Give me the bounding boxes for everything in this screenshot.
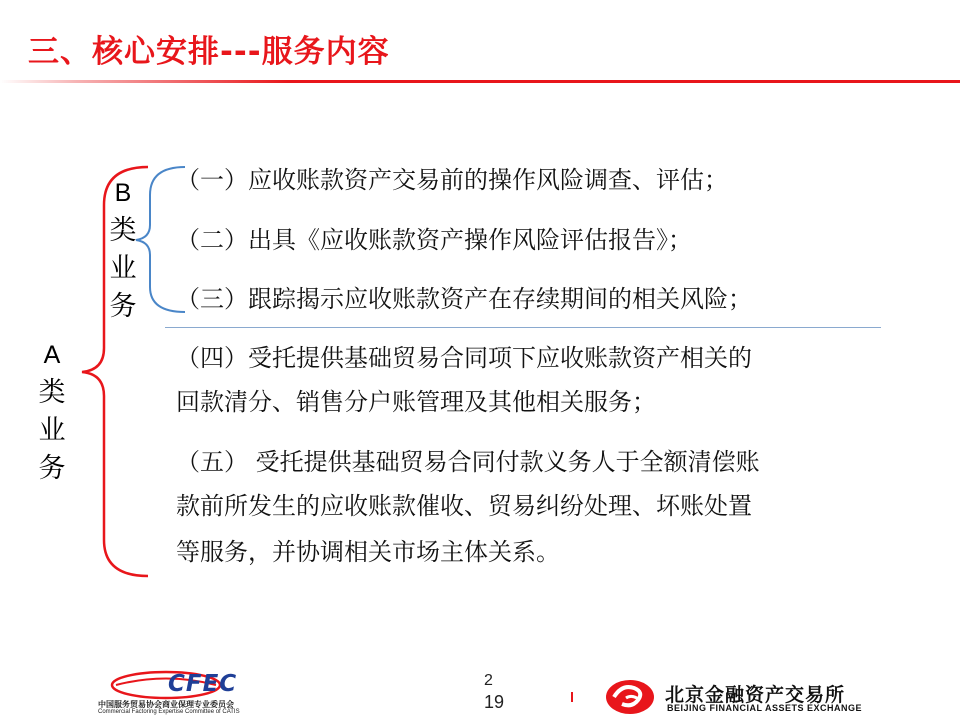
section-divider bbox=[165, 327, 881, 328]
service-item-4-line-1: （四）受托提供基础贸易合同项下应收账款资产相关的 bbox=[176, 344, 752, 372]
a-label-letter: A bbox=[43, 341, 61, 369]
b-label-char: 类 bbox=[109, 215, 137, 246]
a-label-char: 务 bbox=[38, 453, 66, 484]
a-category-label bbox=[35, 336, 69, 488]
service-item-1: （一）应收账款资产交易前的操作风险调查、评估； bbox=[176, 166, 728, 194]
b-label-char: 业 bbox=[109, 253, 137, 284]
service-item-5-line-1: （五） 受托提供基础贸易合同付款义务人于全额清偿账 bbox=[176, 448, 760, 476]
b-label-char: 务 bbox=[109, 291, 137, 322]
footer-red-tick bbox=[571, 692, 573, 702]
b-category-label bbox=[106, 174, 140, 326]
service-item-3: （三）跟踪揭示应收账款资产在存续期间的相关风险； bbox=[176, 285, 752, 313]
a-label-char: 类 bbox=[38, 377, 66, 408]
page-mark: 2 bbox=[484, 672, 493, 689]
cfec-org-name-en: Commercial Factoring Expertise Committee of CATIS bbox=[98, 709, 240, 715]
service-item-5-line-2: 款前所发生的应收账款催收、贸易纠纷处理、坏账处置 bbox=[176, 492, 752, 520]
cfae-org-name-cn: 北京金融资产交易所 bbox=[665, 684, 846, 706]
page-number: 19 bbox=[484, 692, 505, 712]
cfec-logo-text: CFEC bbox=[168, 671, 238, 697]
cfae-logo-icon bbox=[604, 678, 656, 716]
service-item-4-line-2: 回款清分、销售分户账管理及其他相关服务； bbox=[176, 388, 656, 416]
service-item-2: （二）出具《应收账款资产操作风险评估报告》； bbox=[176, 226, 692, 254]
cfae-org-name-en: BEIJING FINANCIAL ASSETS EXCHANGE bbox=[667, 703, 863, 713]
cfec-org-name-cn: 中国服务贸易协会商业保理专业委员会 bbox=[98, 700, 234, 709]
service-item-5-line-3: 等服务，并协调相关市场主体关系。 bbox=[176, 538, 560, 566]
b-label-letter: B bbox=[114, 179, 132, 207]
page-title: 三、核心安排---服务内容 bbox=[28, 34, 390, 70]
a-label-char: 业 bbox=[38, 415, 66, 446]
